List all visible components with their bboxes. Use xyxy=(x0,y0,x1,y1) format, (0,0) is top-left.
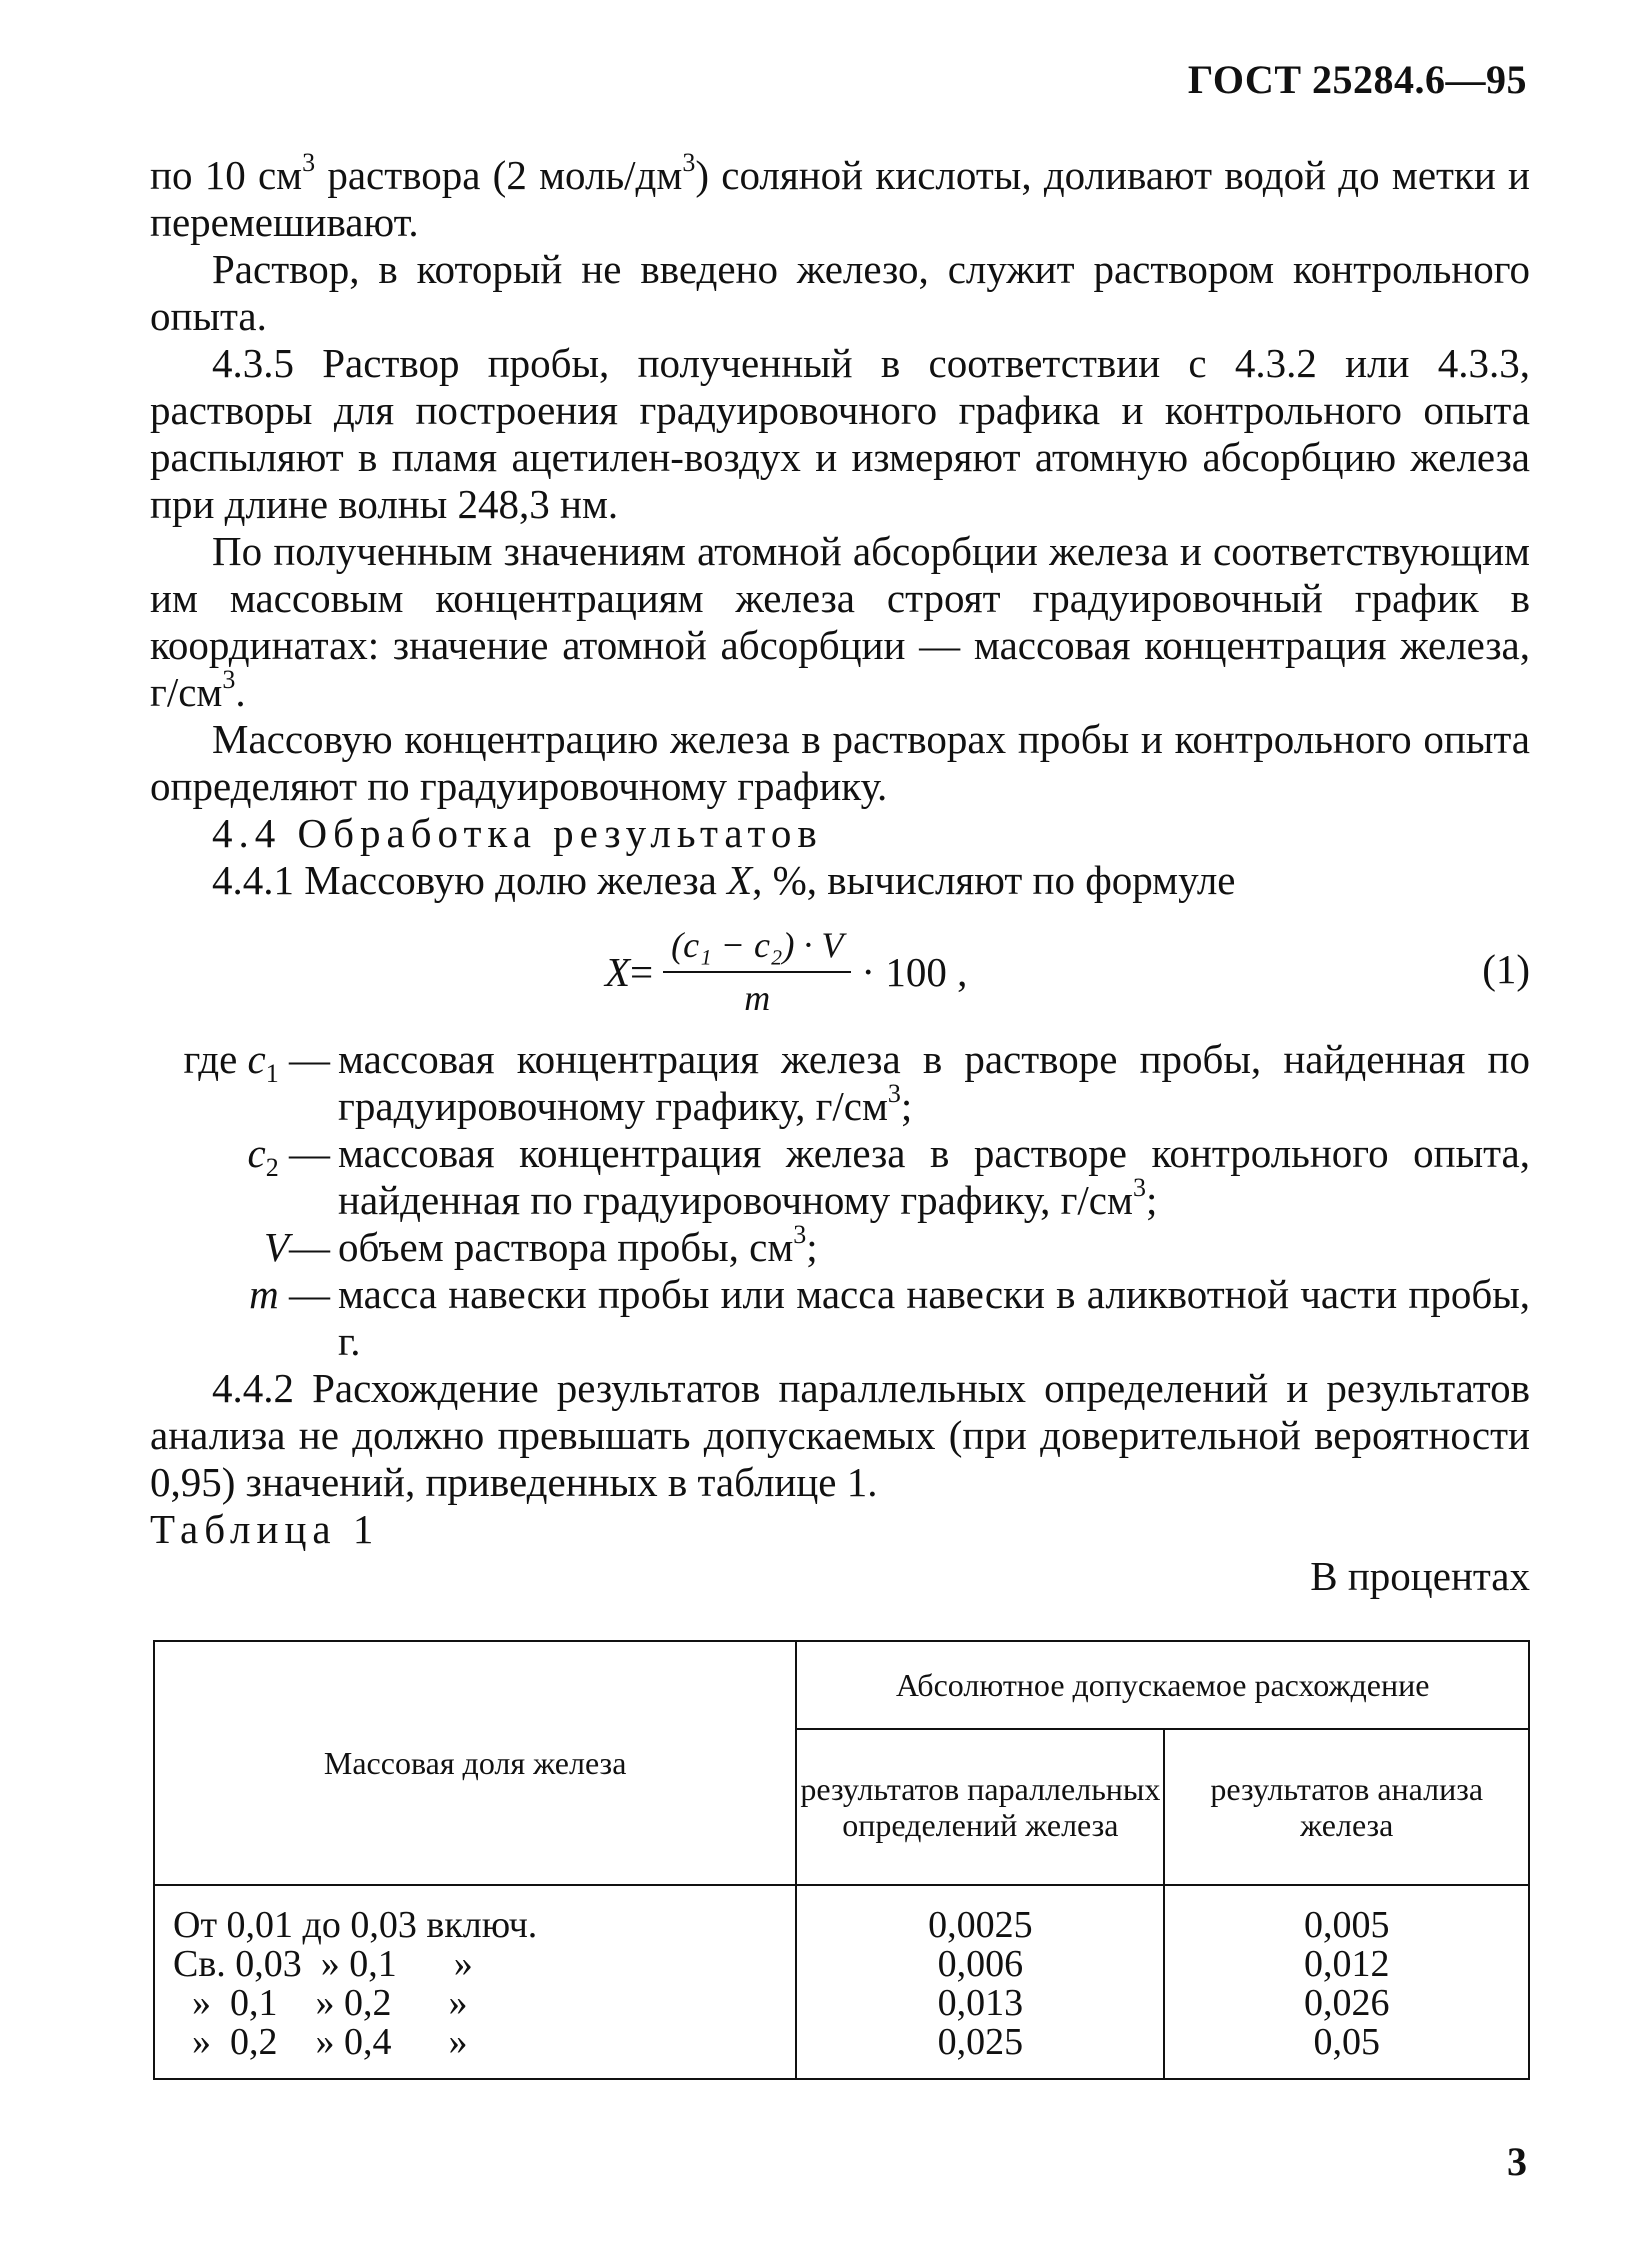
analysis-cell: 0,012 xyxy=(1303,1943,1390,1985)
page-number: 3 xyxy=(1507,2139,1527,2184)
range-cell: » 0,1 » 0,2 » xyxy=(173,1982,468,2024)
paragraph-4-4-2: 4.4.2 Расхождение результатов параллельных определений и результатов анализа не должно превышать допускаемых (при доверительной вероятности 0,95) значений, приведенных в таблице 1. xyxy=(150,1365,1530,1505)
formula-number: (1) xyxy=(1482,946,1530,992)
body-text xyxy=(150,148,1530,1600)
paragraph-calibration: По полученным значениям атомной абсорбции железа и соответствующим им массовым концентрациям железа строят градуировочный график в координатах: значение атомной абсорбции — массовая концентрация железа, $г/см^3$. xyxy=(150,528,1530,715)
column-header-analysis: результатов анализа железа xyxy=(1164,1729,1529,1885)
paragraph-4-3-5: 4.3.5 Раствор пробы, полученный в соответствии с 4.3.2 или 4.3.3, растворы для построения градуировочного графика и контрольного опыта распыляют в пламя ацетилен-воздух и измеряют атомную абсорбцию железа при длине волны 248,3 нм. xyxy=(150,340,1530,527)
range-cell: Св. 0,03 » 0,1 » xyxy=(173,1943,473,1985)
formula-tail: · 100 , xyxy=(861,948,968,995)
section-heading-4-4: 4.4 Обработка результатов xyxy=(212,810,823,856)
formula-fraction xyxy=(663,922,851,1022)
parallel-cell: 0,013 xyxy=(937,1982,1024,2024)
formula-lhs: X xyxy=(605,948,631,995)
analysis-cell: 0,005 xyxy=(1303,1904,1390,1946)
definition-item: $c_2$ — массовая концентрация железа в растворе контрольного опыта, найденная по градуировочному графику, $г/см^3$; xyxy=(247,1130,1530,1223)
formula-denominator: m xyxy=(744,978,771,1018)
parallel-column xyxy=(796,1885,1164,2079)
paragraph-4-4-1: 4.4.1 Массовую долю железа X, %, вычисляют по формуле xyxy=(212,857,1236,903)
analysis-cell: 0,05 xyxy=(1313,2021,1380,2063)
definitions-list xyxy=(150,1036,1530,1365)
range-cell: От 0,01 до 0,03 включ. xyxy=(173,1904,538,1946)
formula xyxy=(605,912,967,1032)
parallel-cell: 0,0025 xyxy=(928,1904,1033,1946)
paragraph-continuation: по 10 $см^3$ раствора (2 моль/$дм^3$) соляной кислоты, доливают водой до метки и перемешивают. xyxy=(150,148,1530,245)
parallel-cell: 0,006 xyxy=(937,1943,1024,1985)
definition-item: V— объем раствора пробы, $см^3$; xyxy=(263,1220,818,1270)
paragraph-mass-concentration: Массовую концентрацию железа в растворах пробы и контрольного опыта определяют по градуировочному графику. xyxy=(150,716,1530,809)
table-header-row xyxy=(154,1641,1529,1729)
table-units: В процентах xyxy=(1310,1553,1530,1599)
parallel-cell: 0,025 xyxy=(937,2021,1024,2063)
column-group-header: Абсолютное допускаемое расхождение xyxy=(796,1641,1529,1729)
table-row xyxy=(154,1885,1529,2079)
range-cell: » 0,2 » 0,4 » xyxy=(173,2021,468,2063)
formula-numerator: (c₁ − c₂) · V xyxy=(663,922,851,973)
analysis-cell: 0,026 xyxy=(1303,1982,1390,2024)
range-column xyxy=(154,1885,796,2079)
column-header-parallel: результатов параллельных определений железа xyxy=(796,1729,1164,1885)
data-table xyxy=(153,1640,1530,2080)
definition-item: где $c_1$ — массовая концентрация железа в растворе пробы, найденная по градуировочному графику, $г/см^3$; xyxy=(183,1036,1530,1129)
column-header-mass-fraction: Массовая доля железа xyxy=(154,1641,796,1885)
paragraph-control-solution: Раствор, в который не введено железо, служит раствором контрольного опыта. xyxy=(150,246,1530,339)
formula-block xyxy=(150,912,1530,1032)
analysis-column xyxy=(1164,1885,1529,2079)
standard-code: ГОСТ 25284.6—95 xyxy=(1187,57,1527,102)
definition-item: m — масса навески пробы или масса навески в аликвотной части пробы, г. xyxy=(249,1271,1530,1364)
formula-equals: = xyxy=(630,948,654,995)
table-title: Таблица 1 xyxy=(150,1506,380,1552)
